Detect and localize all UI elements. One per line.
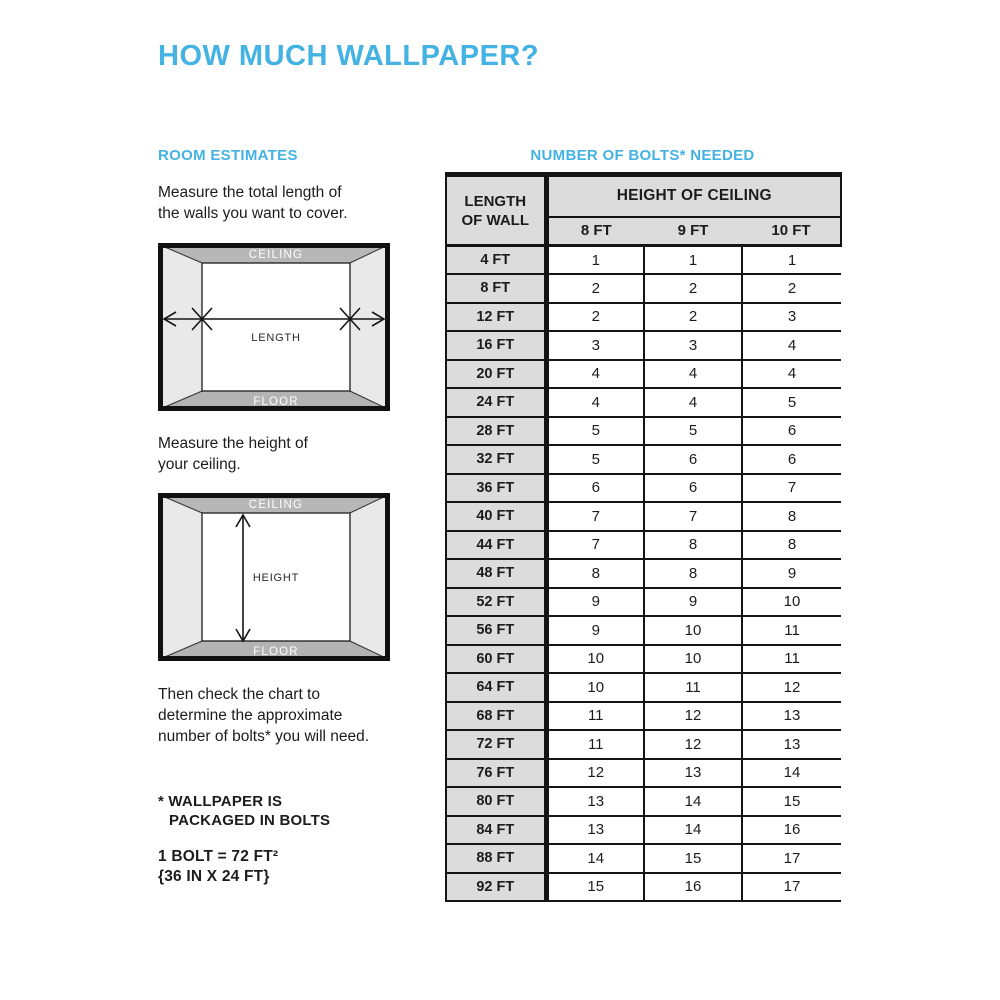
bolt-count-cell: 2 (742, 274, 841, 303)
bolt-count-cell: 14 (546, 844, 644, 873)
table-row (446, 246, 841, 275)
length-of-wall-header-line2: OF WALL (461, 211, 529, 229)
table-row (446, 844, 841, 873)
table-row (446, 331, 841, 360)
bolt-count-cell: 8 (742, 531, 841, 560)
table-header (446, 175, 841, 246)
bolt-count-cell: 13 (546, 816, 644, 845)
bolt-count-cell: 4 (742, 331, 841, 360)
bolt-count-cell: 12 (644, 730, 742, 759)
room-height-diagram (158, 493, 390, 661)
length-of-wall-cell: 76 FT (446, 759, 546, 788)
bolt-spec-line2: {36 IN X 24 FT} (158, 868, 270, 885)
room-estimates-heading: ROOM ESTIMATES (158, 147, 298, 164)
length-of-wall-cell: 84 FT (446, 816, 546, 845)
length-of-wall-cell: 36 FT (446, 474, 546, 503)
table-row (446, 559, 841, 588)
bolt-count-cell: 4 (546, 388, 644, 417)
footnote-line1: * WALLPAPER IS (158, 793, 283, 810)
bolt-count-cell: 6 (644, 445, 742, 474)
room-length-diagram (158, 243, 390, 411)
bolt-count-cell: 8 (644, 531, 742, 560)
length-of-wall-cell: 92 FT (446, 873, 546, 902)
bolt-count-cell: 4 (742, 360, 841, 389)
length-of-wall-cell: 28 FT (446, 417, 546, 446)
table-row (446, 787, 841, 816)
table-row (446, 645, 841, 674)
bolt-count-cell: 12 (644, 702, 742, 731)
back-wall-surface (202, 263, 350, 391)
length-of-wall-cell: 20 FT (446, 360, 546, 389)
bolt-count-cell: 4 (644, 388, 742, 417)
bolt-count-cell: 11 (546, 702, 644, 731)
step3-line2: determine the approximate (158, 707, 343, 724)
step3-instruction (158, 684, 369, 747)
length-of-wall-cell: 64 FT (446, 673, 546, 702)
bolt-count-cell: 2 (546, 274, 644, 303)
bolt-count-cell: 15 (644, 844, 742, 873)
bolt-count-cell: 11 (742, 616, 841, 645)
bolt-count-cell: 11 (644, 673, 742, 702)
bolt-count-cell: 12 (742, 673, 841, 702)
floor-label: FLOOR (253, 646, 299, 658)
ceiling-label: CEILING (248, 499, 304, 511)
bolt-count-cell: 16 (644, 873, 742, 902)
length-of-wall-cell: 80 FT (446, 787, 546, 816)
table-row (446, 360, 841, 389)
bolt-count-cell: 16 (742, 816, 841, 845)
table-row (446, 759, 841, 788)
bolt-count-cell: 13 (546, 787, 644, 816)
floor-label: FLOOR (253, 396, 299, 408)
bolt-count-cell: 2 (546, 303, 644, 332)
bolt-count-cell: 7 (546, 531, 644, 560)
room-height-diagram-svg (158, 493, 390, 661)
bolt-count-cell: 10 (546, 645, 644, 674)
step3-line3: number of bolts* you will need. (158, 728, 370, 745)
table-row (446, 531, 841, 560)
table-row (446, 445, 841, 474)
room-length-diagram-svg (158, 243, 390, 411)
length-of-wall-cell: 24 FT (446, 388, 546, 417)
footnote-line2: PACKAGED IN BOLTS (169, 812, 331, 829)
bolt-count-cell: 13 (742, 730, 841, 759)
step2-line1: Measure the height of (158, 435, 308, 452)
length-of-wall-cell: 8 FT (446, 274, 546, 303)
bolt-count-cell: 12 (546, 759, 644, 788)
table-row (446, 673, 841, 702)
bolt-count-cell: 15 (742, 787, 841, 816)
length-of-wall-cell: 32 FT (446, 445, 546, 474)
length-label: LENGTH (251, 332, 301, 344)
left-wall-surface (160, 495, 202, 659)
column-header-10ft: 10 FT (742, 217, 841, 246)
bolt-count-cell: 14 (644, 816, 742, 845)
length-of-wall-cell: 4 FT (446, 246, 546, 275)
bolt-count-cell: 3 (546, 331, 644, 360)
bolt-size-spec (158, 847, 278, 887)
table-row (446, 588, 841, 617)
length-of-wall-cell: 44 FT (446, 531, 546, 560)
bolt-count-cell: 5 (546, 417, 644, 446)
table-row (446, 303, 841, 332)
length-of-wall-cell: 12 FT (446, 303, 546, 332)
step2-instruction (158, 433, 308, 475)
bolt-count-cell: 10 (742, 588, 841, 617)
length-of-wall-cell: 16 FT (446, 331, 546, 360)
bolt-count-cell: 13 (644, 759, 742, 788)
bolt-count-cell: 17 (742, 873, 841, 902)
bolt-count-cell: 8 (644, 559, 742, 588)
bolt-count-cell: 10 (546, 673, 644, 702)
bolt-count-cell: 6 (546, 474, 644, 503)
right-wall-surface (350, 245, 388, 409)
bolt-count-cell: 1 (742, 246, 841, 275)
bolt-count-cell: 14 (644, 787, 742, 816)
step1-instruction (158, 182, 348, 224)
bolt-count-cell: 4 (546, 360, 644, 389)
bolt-count-cell: 6 (742, 417, 841, 446)
column-header-9ft: 9 FT (644, 217, 742, 246)
bolt-count-cell: 10 (644, 616, 742, 645)
column-header-8ft: 8 FT (546, 217, 644, 246)
table-row (446, 873, 841, 902)
bolt-count-cell: 3 (644, 331, 742, 360)
bolt-count-cell: 6 (644, 474, 742, 503)
table-row (446, 388, 841, 417)
bolts-needed-heading: NUMBER OF BOLTS* NEEDED (530, 147, 755, 164)
table-row (446, 730, 841, 759)
bolt-count-cell: 5 (742, 388, 841, 417)
length-of-wall-cell: 60 FT (446, 645, 546, 674)
length-of-wall-cell: 68 FT (446, 702, 546, 731)
table-row (446, 616, 841, 645)
bolt-count-cell: 3 (742, 303, 841, 332)
bolt-count-cell: 9 (546, 616, 644, 645)
step1-line2: the walls you want to cover. (158, 205, 348, 222)
bolt-count-cell: 7 (644, 502, 742, 531)
ceiling-label: CEILING (248, 249, 304, 261)
wallpaper-bolts-footnote (158, 792, 330, 830)
step1-line1: Measure the total length of (158, 184, 342, 201)
bolts-needed-table (445, 172, 842, 902)
bolt-count-cell: 14 (742, 759, 841, 788)
table-row (446, 816, 841, 845)
bolt-count-cell: 7 (546, 502, 644, 531)
bolt-count-cell: 9 (546, 588, 644, 617)
table-row (446, 474, 841, 503)
bolt-count-cell: 8 (742, 502, 841, 531)
table-row (446, 502, 841, 531)
bolt-count-cell: 6 (742, 445, 841, 474)
length-of-wall-cell: 40 FT (446, 502, 546, 531)
bolt-count-cell: 1 (546, 246, 644, 275)
bolt-count-cell: 1 (644, 246, 742, 275)
bolt-count-cell: 11 (546, 730, 644, 759)
bolt-count-cell: 8 (546, 559, 644, 588)
bolt-count-cell: 9 (644, 588, 742, 617)
bolts-table-body (446, 246, 841, 902)
bolt-spec-line1: 1 BOLT = 72 FT² (158, 848, 279, 865)
length-of-wall-cell: 56 FT (446, 616, 546, 645)
bolt-count-cell: 7 (742, 474, 841, 503)
bolt-count-cell: 13 (742, 702, 841, 731)
length-of-wall-header (446, 175, 546, 246)
step2-line2: your ceiling. (158, 456, 241, 473)
bolt-count-cell: 4 (644, 360, 742, 389)
bolt-count-cell: 11 (742, 645, 841, 674)
height-of-ceiling-header: HEIGHT OF CEILING (546, 175, 841, 217)
bolt-count-cell: 2 (644, 303, 742, 332)
length-of-wall-cell: 52 FT (446, 588, 546, 617)
height-label: HEIGHT (252, 572, 300, 584)
right-wall-surface (350, 495, 388, 659)
table-row (446, 702, 841, 731)
page-title: HOW MUCH WALLPAPER? (158, 40, 540, 72)
length-of-wall-cell: 48 FT (446, 559, 546, 588)
length-of-wall-header-line1: LENGTH (464, 192, 527, 210)
bolt-count-cell: 17 (742, 844, 841, 873)
bolt-count-cell: 5 (546, 445, 644, 474)
bolt-count-cell: 2 (644, 274, 742, 303)
table-row (446, 417, 841, 446)
bolt-count-cell: 9 (742, 559, 841, 588)
bolt-count-cell: 10 (644, 645, 742, 674)
step3-line1: Then check the chart to (158, 686, 320, 703)
length-of-wall-cell: 72 FT (446, 730, 546, 759)
table-row (446, 274, 841, 303)
bolt-count-cell: 15 (546, 873, 644, 902)
length-of-wall-cell: 88 FT (446, 844, 546, 873)
bolt-count-cell: 5 (644, 417, 742, 446)
